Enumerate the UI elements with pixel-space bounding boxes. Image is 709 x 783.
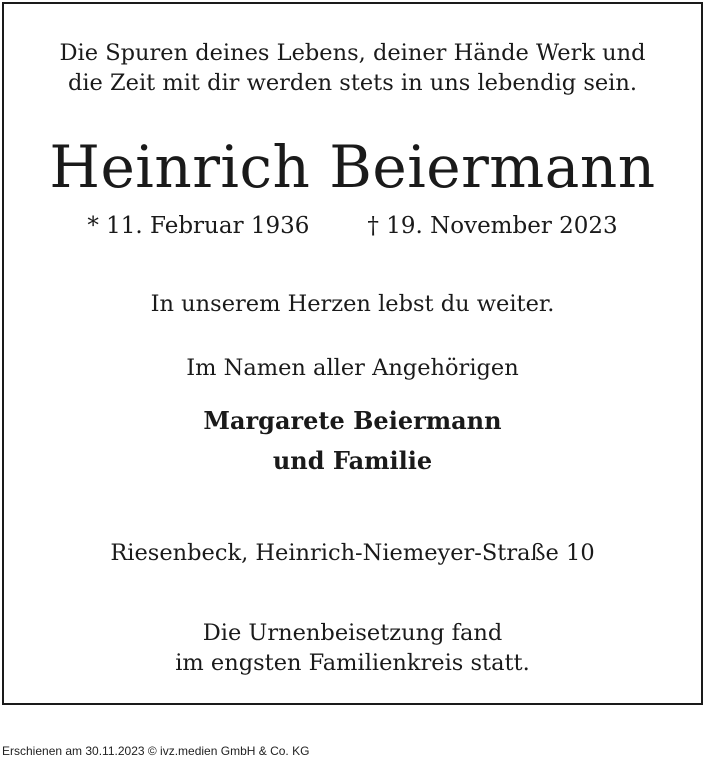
death-date: † 19. November 2023 xyxy=(367,213,618,239)
motto: In unserem Herzen lebst du weiter. xyxy=(150,291,555,317)
burial-line-2: im engsten Familienkreis statt. xyxy=(175,650,530,676)
obituary-notice xyxy=(2,2,703,705)
mourner-line-1: Margarete Beiermann xyxy=(203,406,502,435)
memorial-verse xyxy=(4,38,701,98)
mourners xyxy=(4,401,701,481)
birth-date: * 11. Februar 1936 xyxy=(87,213,310,239)
life-dates xyxy=(4,211,701,241)
publication-footer: Erschienen am 30.11.2023 © ivz.medien GmbH & Co. KG xyxy=(2,744,310,758)
verse-line-2: die Zeit mit dir werden stets in uns lebendig sein. xyxy=(67,70,638,96)
deceased-name: Heinrich Beiermann xyxy=(49,133,656,201)
burial-note xyxy=(4,618,701,678)
address: Riesenbeck, Heinrich-Niemeyer-Straße 10 xyxy=(110,540,595,566)
verse-line-1: Die Spuren deines Lebens, deiner Hände Werk und xyxy=(59,40,646,66)
burial-line-1: Die Urnenbeisetzung fand xyxy=(202,620,503,646)
mourner-line-2: und Familie xyxy=(272,446,433,475)
on-behalf-of: Im Namen aller Angehörigen xyxy=(186,355,519,381)
